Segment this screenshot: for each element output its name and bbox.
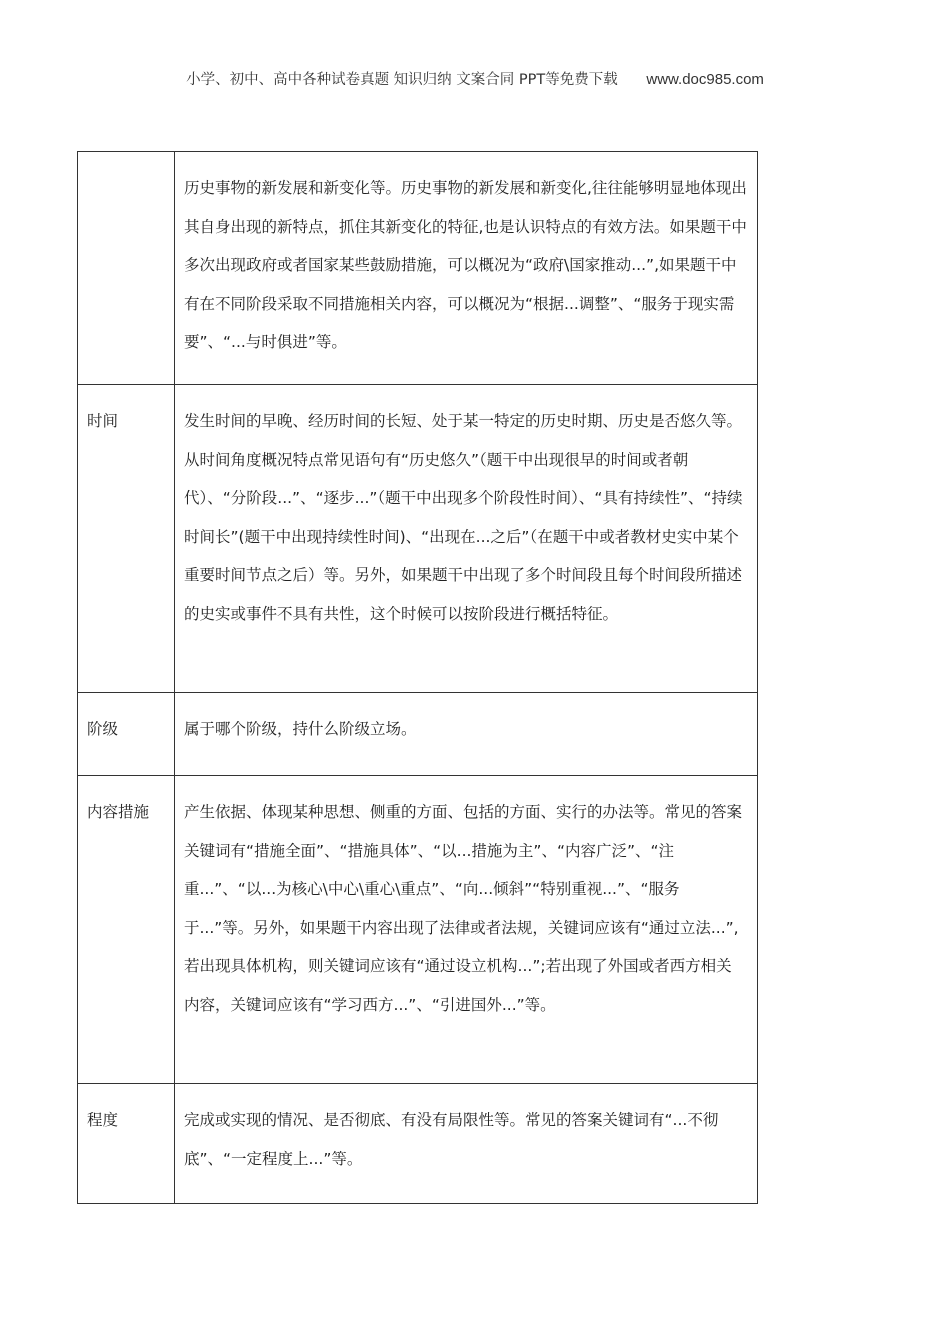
row-label: 内容措施 <box>78 776 175 1084</box>
row-label <box>78 152 175 385</box>
row-text: 产生依据、体现某种思想、侧重的方面、包括的方面、实行的办法等。常见的答案关键词有“措施全面”、“措施具体”、“以...措施为主”、“内容广泛”、“注重...”、“以...为核心\中心\重心\重点”、“向...倾斜”“特别重视...”、“服务于...”等。另外，如果题干内容出现了法律或者法规，关键词应该有“通过立法...”,若出现具体机构，则关键词应该有“通过设立机构...”;若出现了外国或者西方相关内容，关键词应该有“学习西方...”、“引进国外...”等。 <box>175 776 758 1084</box>
row-text: 发生时间的早晚、经历时间的长短、处于某一特定的历史时期、历史是否悠久等。从时间角度概况特点常见语句有“历史悠久”（题干中出现很早的时间或者朝代）、“分阶段...”、“逐步...”（题干中出现多个阶段性时间）、“具有持续性”、“持续时间长”(题干中出现持续性时间)、“出现在...之后”（在题干中或者教材史实中某个重要时间节点之后）等。另外，如果题干中出现了多个时间段且每个时间段所描述的史实或事件不具有共性，这个时候可以按阶段进行概括特征。 <box>175 385 758 693</box>
header-text: 小学、初中、高中各种试卷真题 知识归纳 文案合同 PPT等免费下载 <box>186 72 618 88</box>
row-text: 属于哪个阶级，持什么阶级立场。 <box>175 693 758 776</box>
row-text: 历史事物的新发展和新变化等。历史事物的新发展和新变化,往往能够明显地体现出其自身出现的新特点，抓住其新变化的特征,也是认识特点的有效方法。如果题干中多次出现政府或者国家某些鼓励措施，可以概况为“政府\国家推动...”,如果题干中有在不同阶段采取不同措施相关内容，可以概况为“根据...调整”、“服务于现实需要”、“...与时俱进”等。 <box>175 152 758 385</box>
row-label: 时间 <box>78 385 175 693</box>
table-row <box>78 152 758 385</box>
table-row <box>78 385 758 693</box>
table-row <box>78 693 758 776</box>
header-site-link[interactable]: www.doc985.com <box>646 71 764 88</box>
row-text: 完成或实现的情况、是否彻底、有没有局限性等。常见的答案关键词有“...不彻底”、“一定程度上...”等。 <box>175 1084 758 1204</box>
table-row <box>78 776 758 1084</box>
row-label: 程度 <box>78 1084 175 1204</box>
table-row <box>78 1084 758 1204</box>
content-table <box>77 151 758 1204</box>
row-label: 阶级 <box>78 693 175 776</box>
page-header <box>0 68 950 89</box>
